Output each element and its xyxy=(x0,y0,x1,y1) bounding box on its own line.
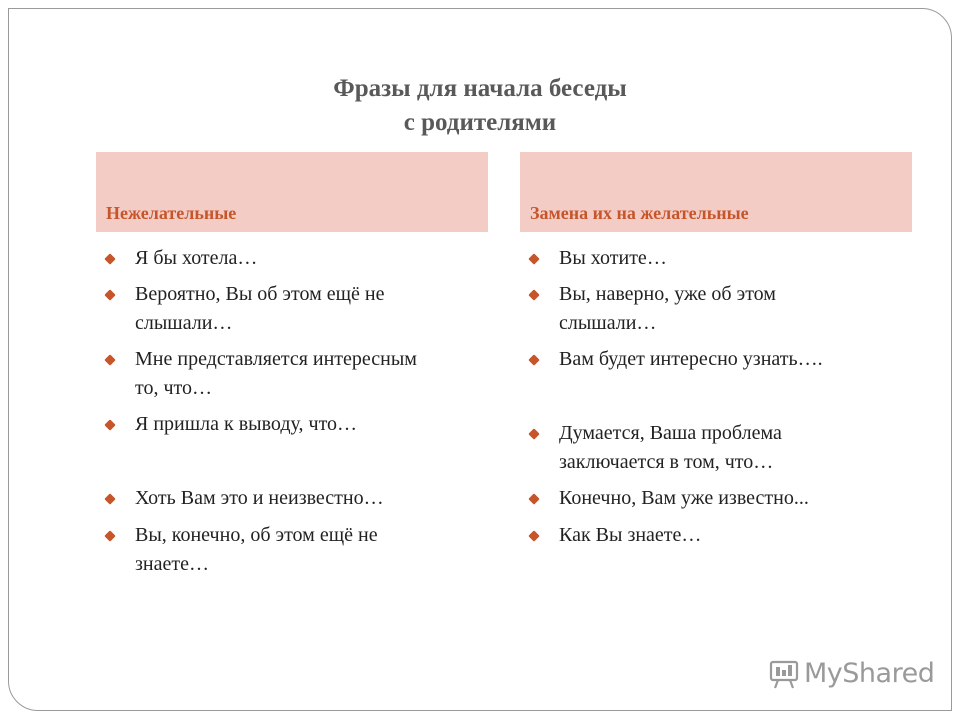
slide-title xyxy=(0,72,960,140)
right-item-3-line-1: Вам будет интересно узнать…. xyxy=(559,348,823,370)
watermark-text: MyShared xyxy=(804,658,935,689)
left-item-1-line-1: Я бы хотела… xyxy=(135,247,258,269)
right-list-item xyxy=(559,484,919,513)
right-column-header xyxy=(520,152,912,232)
left-list-item xyxy=(135,345,495,403)
left-list-item xyxy=(135,244,495,273)
myshared-watermark xyxy=(768,656,935,696)
right-item-2-line-1: Вы, наверно, уже об этом xyxy=(559,283,776,305)
left-item-6-line-2: знаете… xyxy=(135,553,209,575)
right-item-4-line-1: Думается, Ваша проблема xyxy=(559,422,782,444)
right-list-item xyxy=(559,244,919,273)
left-item-6-line-1: Вы, конечно, об этом ещё не xyxy=(135,524,378,546)
left-column-header xyxy=(96,152,488,232)
slide-title-line-2: с родителями xyxy=(403,109,557,136)
slide-title-line-1: Фразы для начала беседы xyxy=(333,75,627,102)
left-item-2-line-1: Вероятно, Вы об этом ещё не xyxy=(135,283,385,305)
right-item-6-line-1: Как Вы знаете… xyxy=(559,524,702,546)
right-item-1-line-1: Вы хотите… xyxy=(559,247,667,269)
right-column-header-label: Замена их на желательные xyxy=(530,203,749,223)
left-list-item xyxy=(135,521,495,579)
left-item-3-line-1: Мне представляется интересным xyxy=(135,348,417,370)
left-item-2-line-2: слышали… xyxy=(135,312,233,334)
left-list-item xyxy=(135,410,495,439)
left-list-item xyxy=(135,484,495,513)
right-list-item xyxy=(559,521,919,550)
left-item-3-line-2: то, что… xyxy=(135,377,213,399)
right-item-4-line-2: заключается в том, что… xyxy=(559,451,774,473)
right-list-item xyxy=(559,345,919,374)
left-list-item xyxy=(135,280,495,338)
left-item-5-line-1: Хоть Вам это и неизвестно… xyxy=(135,487,384,509)
left-column-header-label: Нежелательные xyxy=(106,203,237,223)
right-list-item xyxy=(559,419,919,477)
presentation-board-icon xyxy=(768,658,800,690)
right-item-5-line-1: Конечно, Вам уже известно... xyxy=(559,487,809,509)
right-list-item xyxy=(559,280,919,338)
left-item-4-line-1: Я пришла к выводу, что… xyxy=(135,413,358,435)
right-item-2-line-2: слышали… xyxy=(559,312,657,334)
